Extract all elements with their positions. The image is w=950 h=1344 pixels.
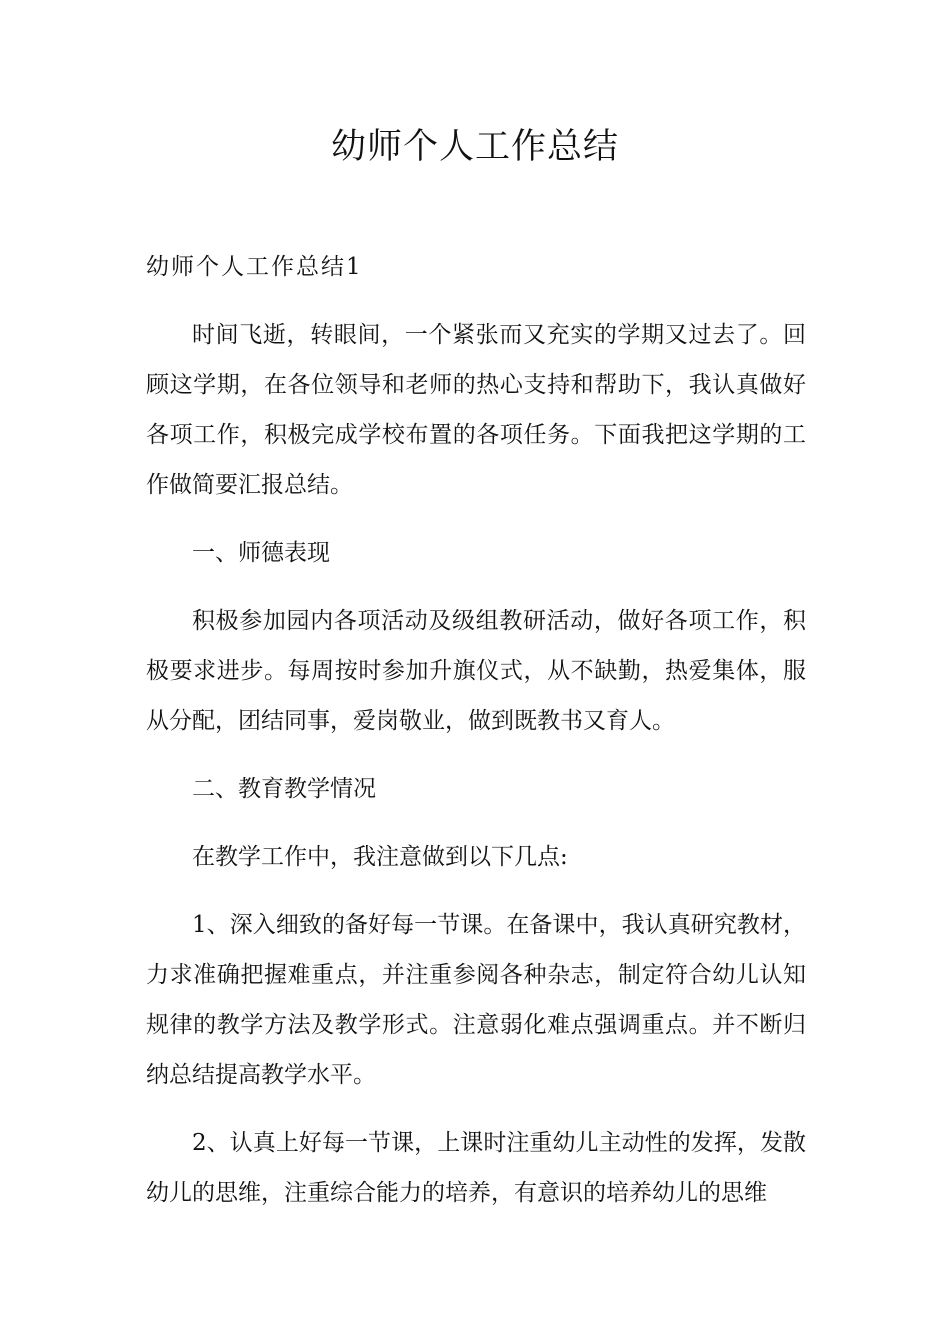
document-title: 幼师个人工作总结 <box>330 127 619 167</box>
heading-teaching: 二、教育教学情况 <box>192 776 376 802</box>
paragraph-ethics: 积极参加园内各项活动及级组教研活动，做好各项工作，积极要求进步。每周按时参加升旗仪式，从不缺勤，热爱集体，服从分配，团结同事，爱岗敬业，做到既教书又育人。 <box>146 608 806 734</box>
paragraph-point-1: 1、深入细致的备好每一节课。在备课中，我认真研究教材，力求准确把握难重点，并注重参阅各种杂志，制定符合幼儿认知规律的教学方法及教学形式。注意弱化难点强调重点。并不断归纳总结提高教学水平。 <box>146 912 806 1088</box>
paragraph-teaching-intro: 在教学工作中，我注意做到以下几点: <box>192 844 568 870</box>
paragraph-intro: 时间飞逝，转眼间，一个紧张而又充实的学期又过去了。回顾这学期，在各位领导和老师的热心支持和帮助下，我认真做好各项工作，积极完成学校布置的各项任务。下面我把这学期的工作做简要汇报总结。 <box>146 322 806 498</box>
paragraph-point-2: 2、认真上好每一节课，上课时注重幼儿主动性的发挥，发散幼儿的思维，注重综合能力的培养，有意识的培养幼儿的思维 <box>146 1130 806 1206</box>
heading-ethics: 一、师德表现 <box>192 540 330 566</box>
section-subtitle: 幼师个人工作总结1 <box>146 254 363 280</box>
